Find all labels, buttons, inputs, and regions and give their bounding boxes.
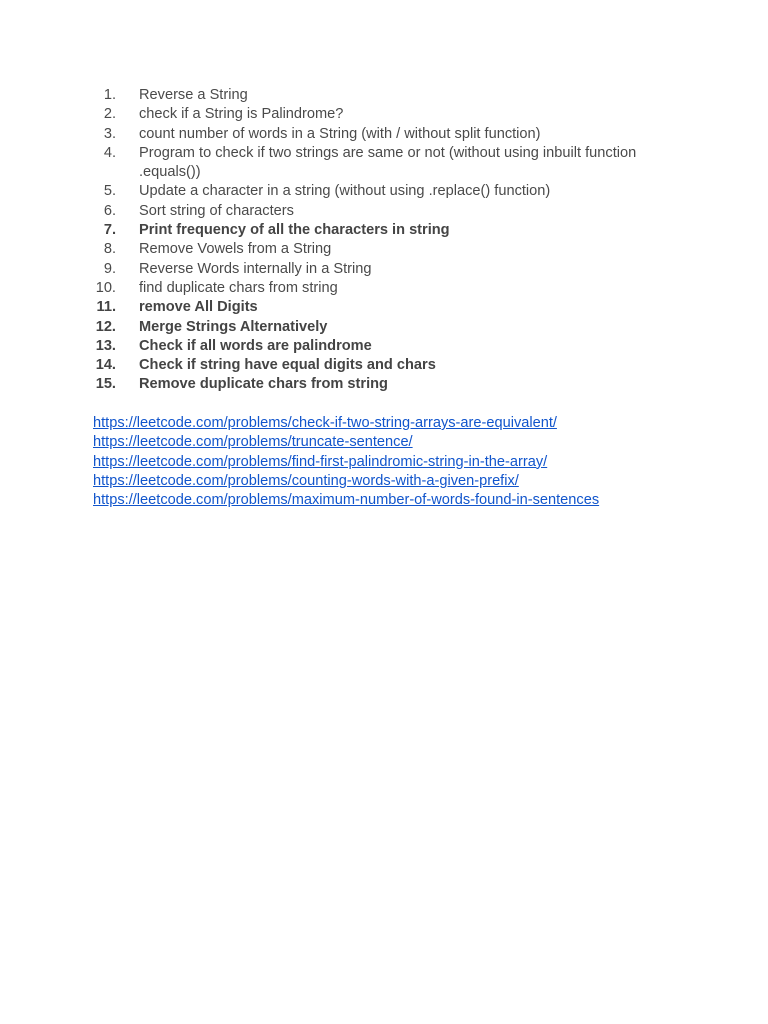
task-text: Update a character in a string (without using .replace() function): [139, 183, 551, 200]
task-number: 6.: [103, 202, 116, 219]
task-text: Reverse Words internally in a String: [139, 260, 372, 277]
link-list: [93, 414, 753, 510]
leetcode-link[interactable]: https://leetcode.com/problems/maximum-number-of-words-found-in-sentences: [93, 492, 600, 509]
task-number: 12.: [95, 318, 116, 335]
leetcode-link[interactable]: https://leetcode.com/problems/counting-words-with-a-given-prefix/: [93, 472, 519, 489]
task-item: [0, 279, 768, 298]
task-item: [0, 144, 768, 183]
task-number: 15.: [95, 376, 116, 393]
task-text: Check if string have equal digits and chars: [139, 357, 436, 374]
task-item: [0, 202, 768, 221]
task-number: 2.: [103, 106, 116, 123]
task-number: 13.: [95, 337, 116, 354]
task-text: Program to check if two strings are same or not (without using inbuilt function .equals()): [139, 144, 637, 181]
task-text: Reverse a String: [139, 87, 248, 103]
task-text: Print frequency of all the characters in string: [139, 222, 450, 239]
task-number: 7.: [103, 222, 116, 239]
task-text: Sort string of characters: [139, 202, 294, 219]
task-item: [0, 375, 768, 394]
task-item: [0, 337, 768, 356]
task-text: count number of words in a String (with / without split function): [139, 125, 541, 142]
task-text: Remove duplicate chars from string: [139, 376, 388, 393]
task-item: [0, 260, 768, 279]
task-item: [0, 356, 768, 375]
task-item: [0, 182, 768, 201]
task-text: Check if all words are palindrome: [139, 337, 372, 354]
task-list: [0, 86, 768, 395]
task-text: Remove Vowels from a String: [139, 241, 332, 258]
task-item: [0, 86, 768, 105]
task-number: 4.: [103, 144, 116, 161]
task-number: 8.: [103, 241, 116, 258]
task-number: 5.: [103, 183, 116, 200]
task-text: find duplicate chars from string: [139, 279, 338, 296]
task-number: 1.: [103, 87, 116, 103]
task-number: 10.: [95, 279, 116, 296]
task-number: 3.: [103, 125, 116, 142]
leetcode-link[interactable]: https://leetcode.com/problems/truncate-sentence/: [93, 434, 413, 451]
task-text: Merge Strings Alternatively: [139, 318, 328, 335]
leetcode-link[interactable]: https://leetcode.com/problems/find-first-palindromic-string-in-the-array/: [93, 453, 548, 470]
task-number: 9.: [103, 260, 116, 277]
task-item: [0, 298, 768, 317]
task-text: remove All Digits: [139, 299, 258, 316]
leetcode-link[interactable]: https://leetcode.com/problems/check-if-two-string-arrays-are-equivalent/: [93, 415, 557, 431]
task-item: [0, 221, 768, 240]
task-item: [0, 125, 768, 144]
task-item: [0, 240, 768, 259]
task-number: 14.: [95, 357, 116, 374]
task-text: check if a String is Palindrome?: [139, 106, 344, 123]
task-item: [0, 318, 768, 337]
task-item: [0, 105, 768, 124]
task-number: 11.: [96, 299, 116, 316]
